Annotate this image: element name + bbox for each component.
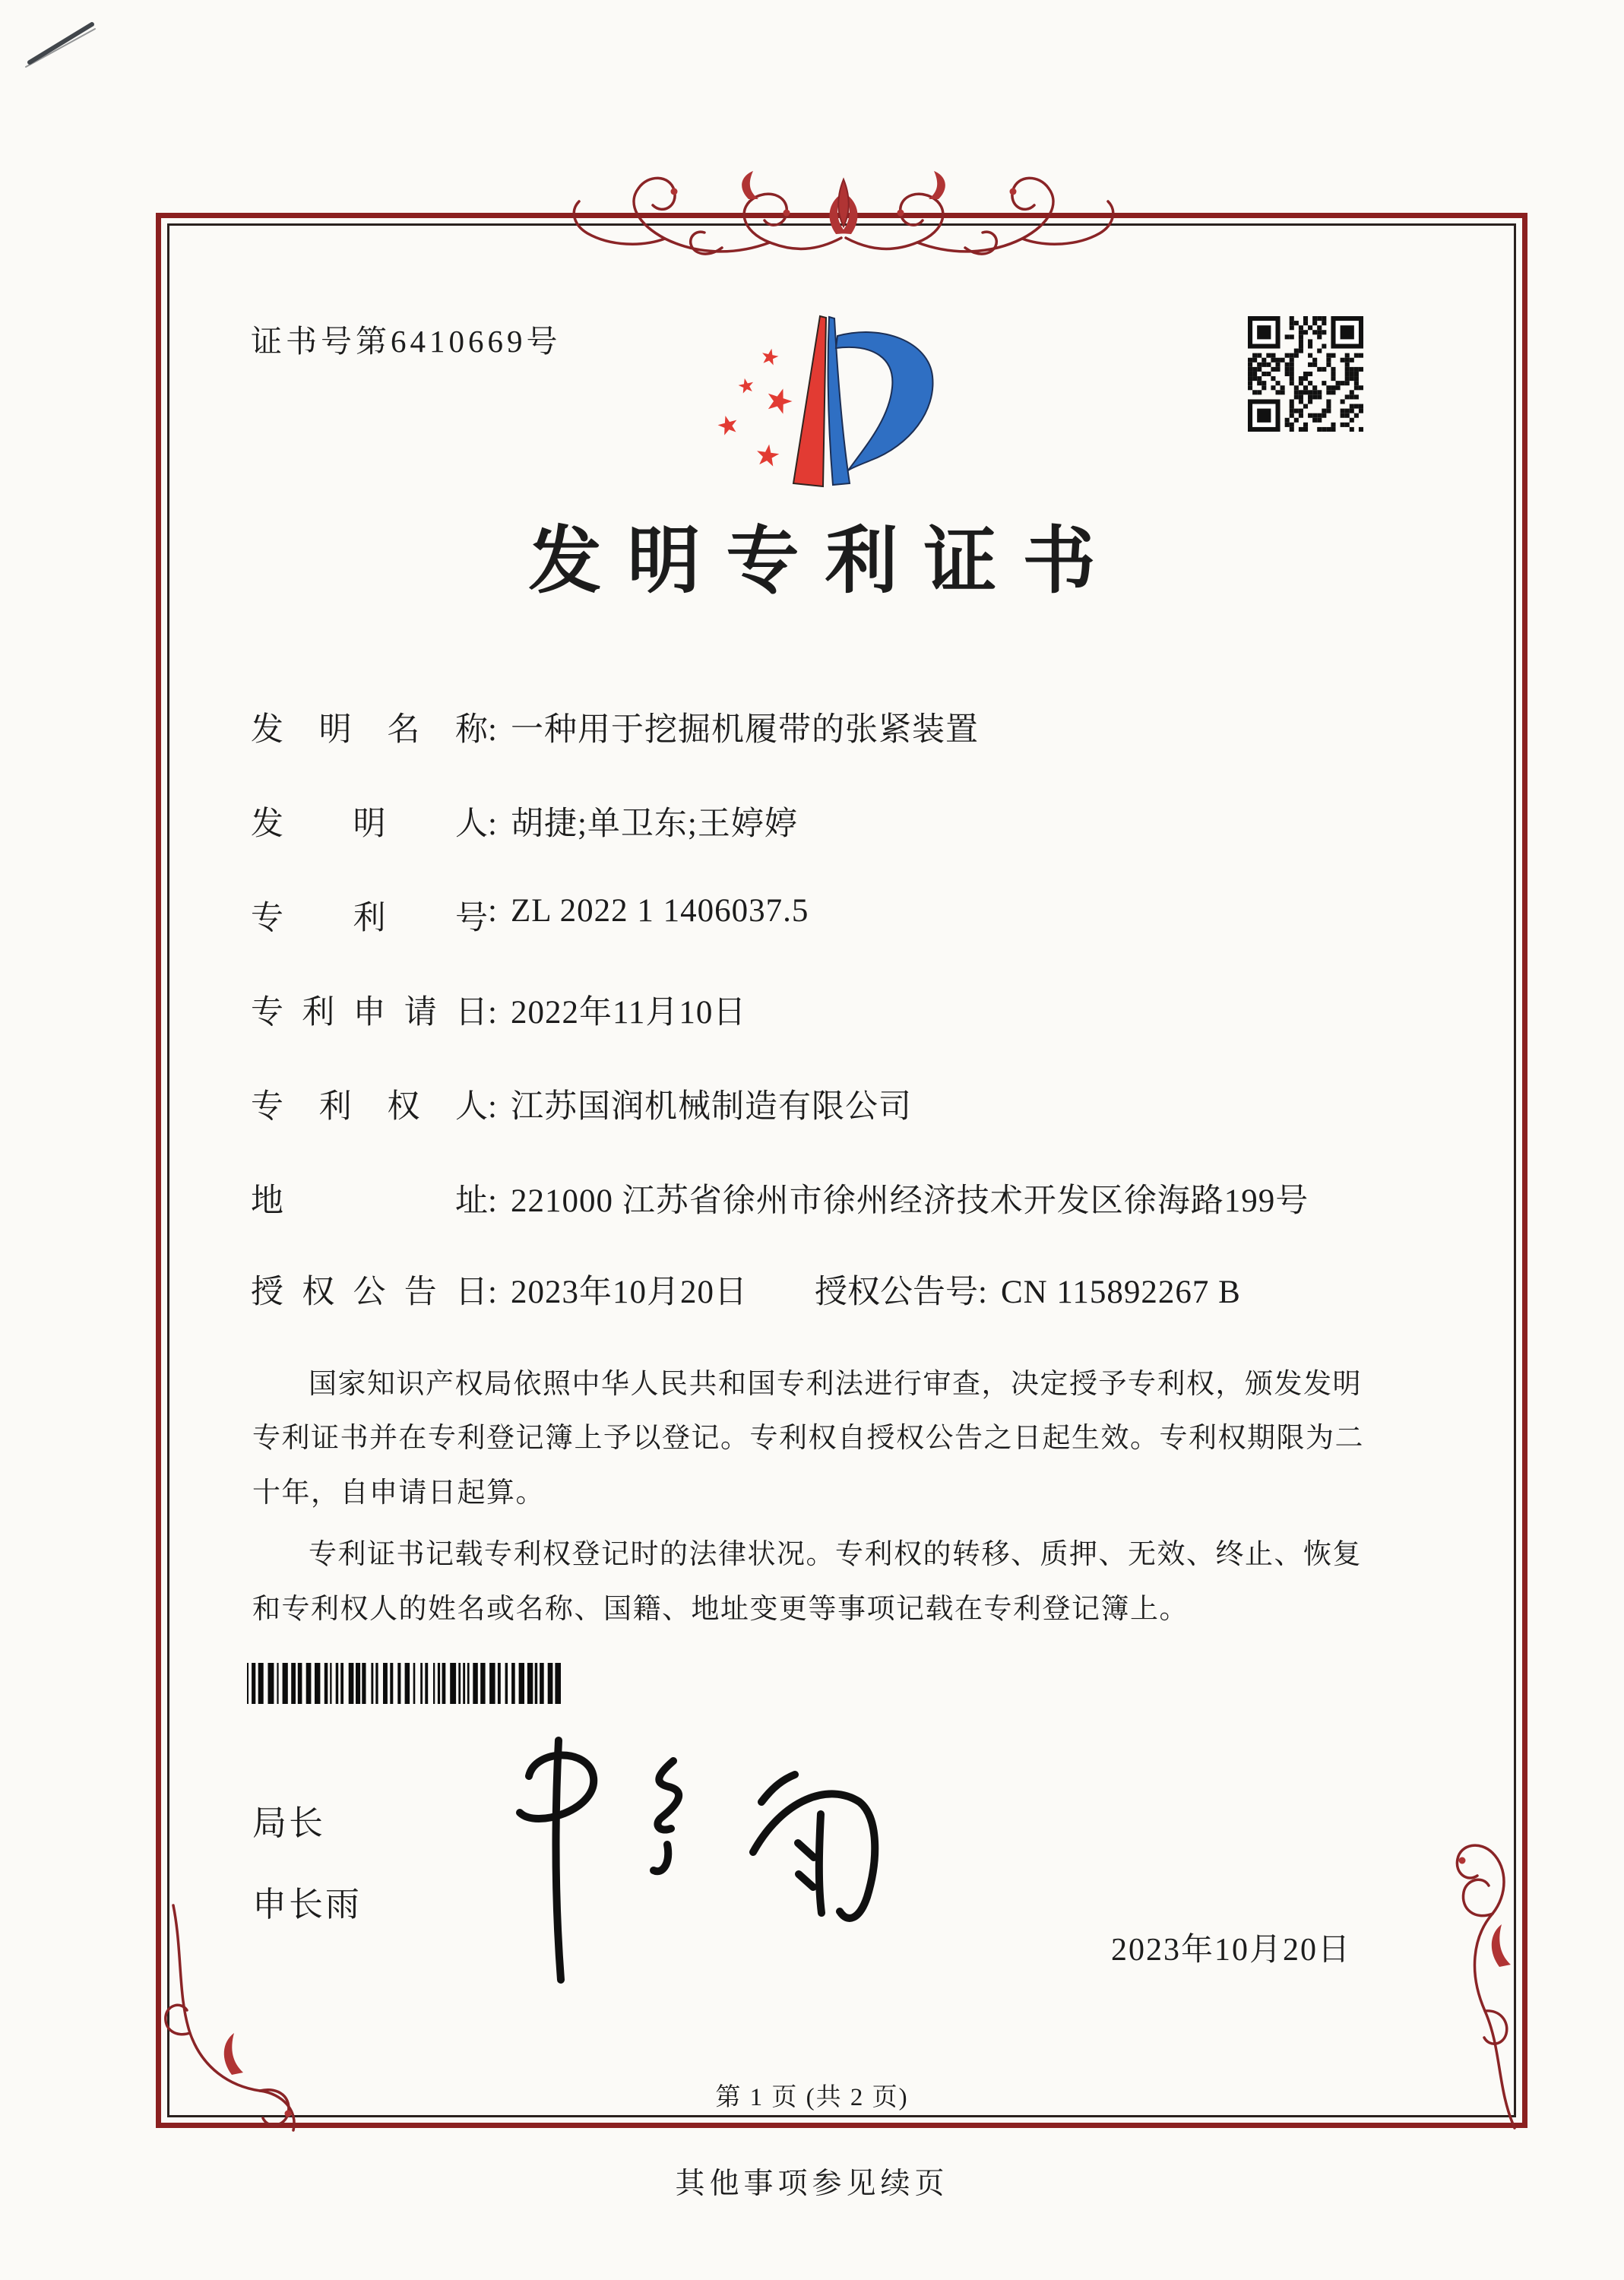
top-scroll-ornament xyxy=(566,166,1121,268)
field-label: 地址 xyxy=(251,1183,488,1219)
field-value: 2022年11月10日 xyxy=(510,995,747,1031)
field-label: 发明人 xyxy=(251,806,488,842)
director-signature xyxy=(464,1729,904,1995)
field-colon: : xyxy=(978,1275,987,1310)
field-label: 发明名称 xyxy=(251,712,488,748)
continuation-note: 其他事项参见续页 xyxy=(675,2168,949,2200)
grant-number-label: 授权公告号 xyxy=(815,1275,978,1310)
pen-mark xyxy=(19,14,110,74)
field-value: 一种用于挖掘机履带的张紧装置 xyxy=(510,712,979,748)
grant-date-label: 授权公告日 xyxy=(251,1275,488,1310)
certificate-title: 发明专利证书 xyxy=(528,521,1122,602)
field-label: 专利权人 xyxy=(251,1089,488,1125)
qr-code xyxy=(1248,316,1363,432)
signer-title: 局长 xyxy=(252,1803,326,1842)
legal-paragraph: 专利证书记载专利权登记时的法律状况。专利权的转移、质押、无效、终止、恢复和专利权人的姓名或名称、国籍、地址变更等事项记载在专利登记簿上。 xyxy=(252,1539,1362,1625)
grant-row xyxy=(251,1266,1467,1313)
legal-paragraph: 国家知识产权局依照中华人民共和国专利法进行审查，决定授予专利权，颁发发明专利证书并在专利登记簿上予以登记。专利权自授权公告之日起生效。专利权期限为二十年，自申请日起算。 xyxy=(252,1369,1364,1509)
field-value: 江苏国润机械制造有限公司 xyxy=(510,1089,912,1125)
field-colon: : xyxy=(488,893,497,929)
field-value: 胡捷;单卫东;王婷婷 xyxy=(510,806,798,842)
signer-block xyxy=(252,1795,362,1926)
field-value: 221000 江苏省徐州市徐州经济技术开发区徐海路199号 xyxy=(510,1183,1309,1219)
field-value: ZL 2022 1 1406037.5 xyxy=(510,893,809,929)
legal-text xyxy=(252,1357,1385,1644)
field-label: 专利申请日 xyxy=(251,995,488,1031)
field-inventors xyxy=(251,798,1391,892)
field-patent-number xyxy=(251,892,1391,986)
field-label: 专利号 xyxy=(251,901,488,936)
grant-number-group xyxy=(815,1266,1241,1313)
field-colon: : xyxy=(488,1089,497,1125)
field-colon: : xyxy=(488,995,497,1031)
field-colon: : xyxy=(488,1183,497,1219)
field-colon: : xyxy=(488,712,497,748)
field-colon: : xyxy=(488,806,497,842)
field-invention-name xyxy=(251,704,1391,798)
certificate-number: 证书号第6410669号 xyxy=(251,324,562,359)
field-patentee xyxy=(251,1081,1391,1175)
page-indicator: 第 1 页 (共 2 页) xyxy=(715,2084,909,2111)
field-address xyxy=(251,1175,1391,1269)
issue-date: 2023年10月20日 xyxy=(1111,1933,1352,1968)
grant-number-value: CN 115892267 B xyxy=(1000,1275,1241,1310)
signer-name: 申长雨 xyxy=(252,1885,362,1924)
barcode xyxy=(247,1663,566,1704)
field-filing-date xyxy=(251,986,1391,1081)
grant-date-value: 2023年10月20日 xyxy=(510,1275,748,1310)
certificate-fields xyxy=(251,704,1391,1269)
cnipa-logo-icon xyxy=(707,304,958,502)
field-colon: : xyxy=(488,1275,497,1310)
bottom-right-scroll-ornament xyxy=(1359,1769,1526,2130)
